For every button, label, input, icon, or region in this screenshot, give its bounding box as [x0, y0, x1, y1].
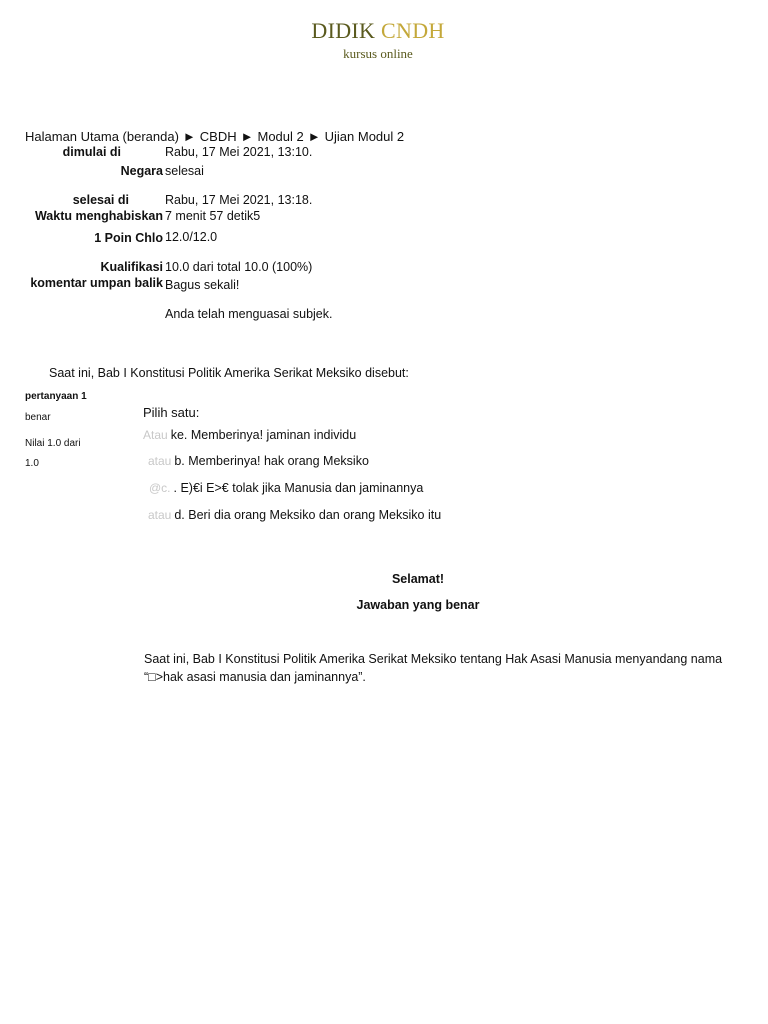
answer-option-c[interactable]: [149, 481, 423, 495]
explanation-line1: Saat ini, Bab I Konstitusi Politik Amerika Serikat Meksiko tentang Hak Asasi Manusia menyandang nama: [144, 652, 723, 666]
choose-one-prompt: Pilih satu:: [143, 405, 200, 420]
brand-cndh: CNDH: [381, 18, 445, 43]
option-a-text: ke. Memberinya! jaminan individu: [170, 428, 357, 442]
breadcrumb-quiz[interactable]: Ujian Modul 2: [324, 129, 405, 144]
time-taken-value: 7 menit 57 detik5: [165, 209, 261, 223]
breadcrumb-separator: ►: [182, 129, 196, 144]
site-tagline: kursus online: [343, 46, 413, 61]
brand-didik: DIDIK: [311, 18, 376, 43]
option-c-marker: @c.: [149, 481, 171, 495]
option-d-marker: atau: [148, 508, 172, 522]
breadcrumb-separator: ►: [240, 129, 254, 144]
state-label: Negara: [120, 164, 163, 178]
breadcrumb-separator: ►: [307, 129, 321, 144]
answer-option-d[interactable]: [148, 508, 441, 522]
points-label: 1 Poin Chlo: [94, 231, 163, 245]
state-value: selesai: [165, 164, 204, 178]
finished-label: selesai di: [72, 193, 129, 207]
question-status: benar: [25, 412, 51, 423]
answer-option-b[interactable]: [148, 454, 369, 468]
breadcrumb-course[interactable]: CBDH: [199, 129, 237, 144]
option-c-text: . E)€i E>€ tolak jika Manusia dan jaminannya: [173, 481, 424, 495]
breadcrumb: [25, 129, 404, 144]
feedback-label: komentar umpan balik: [30, 276, 163, 290]
breadcrumb-module[interactable]: Modul 2: [257, 129, 304, 144]
time-taken-label: Waktu menghabiskan: [34, 209, 163, 223]
option-d-text: d. Beri dia orang Meksiko dan orang Meksiko itu: [174, 508, 442, 522]
answer-option-a[interactable]: [143, 428, 356, 442]
points-value: 12.0/12.0: [165, 230, 218, 244]
finished-value: Rabu, 17 Mei 2021, 13:18.: [165, 193, 313, 207]
grade-value: 10.0 dari total 10.0 (100%): [165, 260, 313, 274]
correct-answer-heading: Jawaban yang benar: [356, 598, 480, 612]
site-brand[interactable]: [0, 18, 756, 44]
congrats-heading: Selamat!: [391, 572, 445, 586]
option-b-marker: atau: [148, 454, 172, 468]
started-label: dimulai di: [62, 145, 121, 159]
started-value: Rabu, 17 Mei 2021, 13:10.: [165, 145, 313, 159]
question-mark-line2: 1.0: [25, 458, 39, 469]
correct-answer-explanation: [144, 650, 744, 686]
question-text: Saat ini, Bab I Konstitusi Politik Amerika Serikat Meksiko disebut:: [49, 366, 409, 380]
question-mark-line1: Nilai 1.0 dari: [25, 438, 81, 449]
feedback-value: Bagus sekali!: [165, 278, 240, 292]
feedback-extra: Anda telah menguasai subjek.: [165, 307, 333, 321]
option-b-text: b. Memberinya! hak orang Meksiko: [174, 454, 369, 468]
breadcrumb-home[interactable]: Halaman Utama (beranda): [25, 129, 179, 144]
explanation-line2: “□>hak asasi manusia dan jaminannya”.: [144, 670, 366, 684]
question-number: pertanyaan 1: [25, 391, 87, 402]
option-a-marker: Atau: [143, 428, 168, 442]
grade-label: Kualifikasi: [100, 260, 163, 274]
